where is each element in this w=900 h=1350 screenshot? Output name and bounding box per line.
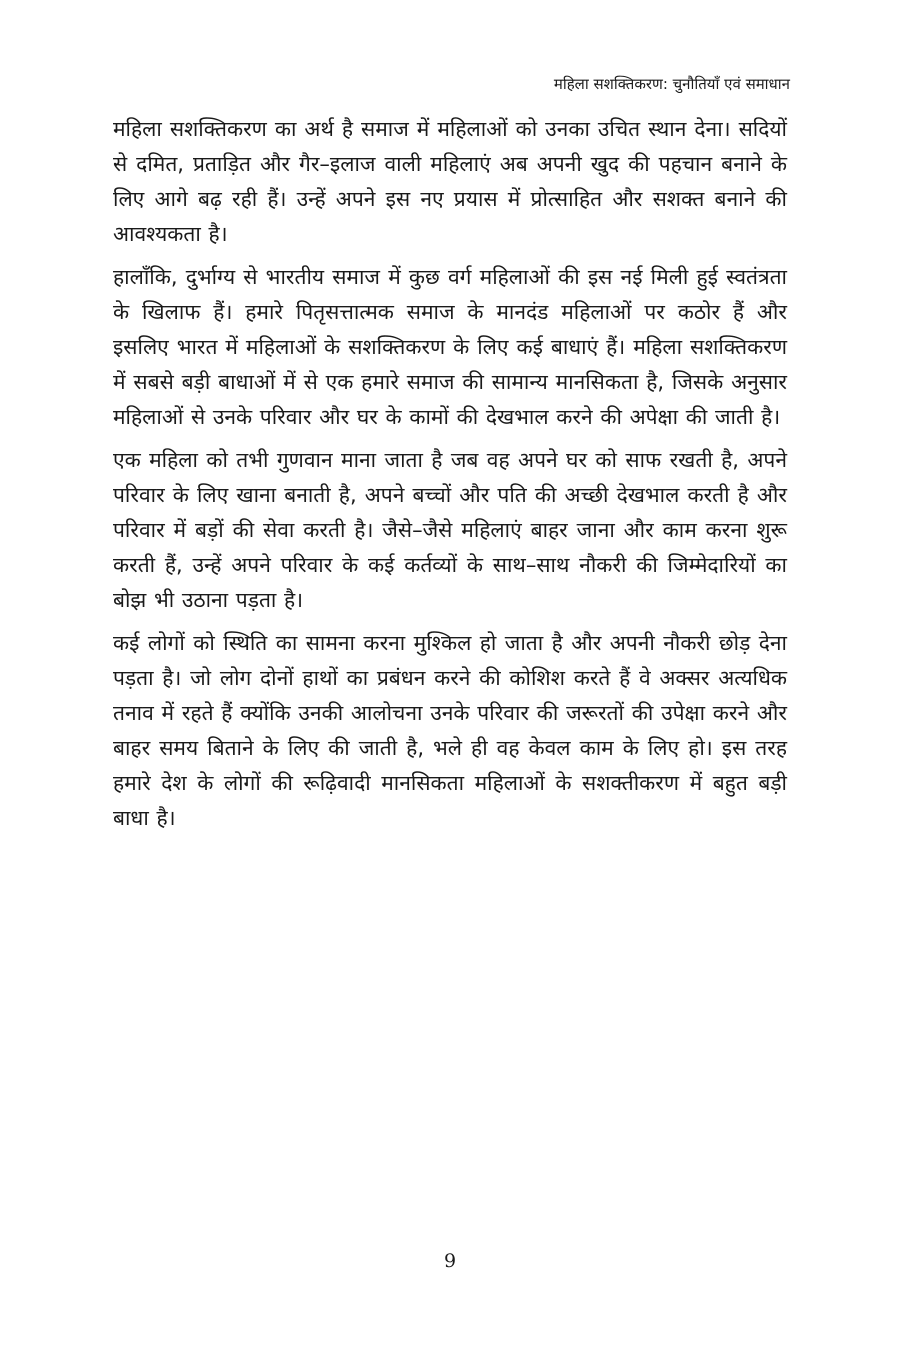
paragraph-1: महिला सशक्तिकरण का अर्थ है समाज में महिलाओं को उनका उचित स्थान देना। सदियों से दमित, प्रताड़ित और गैर–इलाज वाली महिलाएं अब अपनी खुद की पहचान बनाने के लिए आगे बढ़ रही हैं। उन्हें अपने इस नए प्रयास में प्रोत्साहित और सशक्त बनाने की आवश्यकता है। — [113, 117, 787, 246]
running-header: महिला सशक्तिकरण: चुनौतियाँ एवं समाधान — [553, 75, 790, 93]
paragraph-3: एक महिला को तभी गुणवान माना जाता है जब वह अपने घर को साफ रखती है, अपने परिवार के लिए खाना बनाती है, अपने बच्चों और पति की अच्छी देखभाल करती है और परिवार में बड़ों की सेवा करती है। जैसे–जैसे महिलाएं बाहर जाना और काम करना शुरू करती हैं, उन्हें अपने परिवार के कई कर्तव्यों के साथ–साथ नौकरी की जिम्मेदारियों का बोझ भी उठाना पड़ता है। — [113, 448, 787, 612]
body-text — [113, 112, 787, 844]
page-number: 9 — [443, 1250, 457, 1272]
paragraph-2: हालाँकि, दुर्भाग्य से भारतीय समाज में कुछ वर्ग महिलाओं की इस नई मिली हुई स्वतंत्रता के खिलाफ हैं। हमारे पितृसत्तात्मक समाज के मानदंड महिलाओं पर कठोर हैं और इसलिए भारत में महिलाओं के सशक्तिकरण के लिए कई बाधाएं हैं। महिला सशक्तिकरण में सबसे बड़ी बाधाओं में से एक हमारे समाज की सामान्य मानसिकता है, जिसके अनुसार महिलाओं से उनके परिवार और घर के कामों की देखभाल करने की अपेक्षा की जाती है। — [113, 265, 787, 429]
paragraph-4: कई लोगों को स्थिति का सामना करना मुश्किल हो जाता है और अपनी नौकरी छोड़ देना पड़ता है। जो लोग दोनों हाथों का प्रबंधन करने की कोशिश करते हैं वे अक्सर अत्यधिक तनाव में रहते हैं क्योंकि उनकी आलोचना उनके परिवार की जरूरतों की उपेक्षा करने और बाहर समय बिताने के लिए की जाती है, भले ही वह केवल काम के लिए हो। इस तरह हमारे देश के लोगों की रूढ़िवादी मानसिकता महिलाओं के सशक्तीकरण में बहुत बड़ी बाधा है। — [113, 631, 787, 830]
